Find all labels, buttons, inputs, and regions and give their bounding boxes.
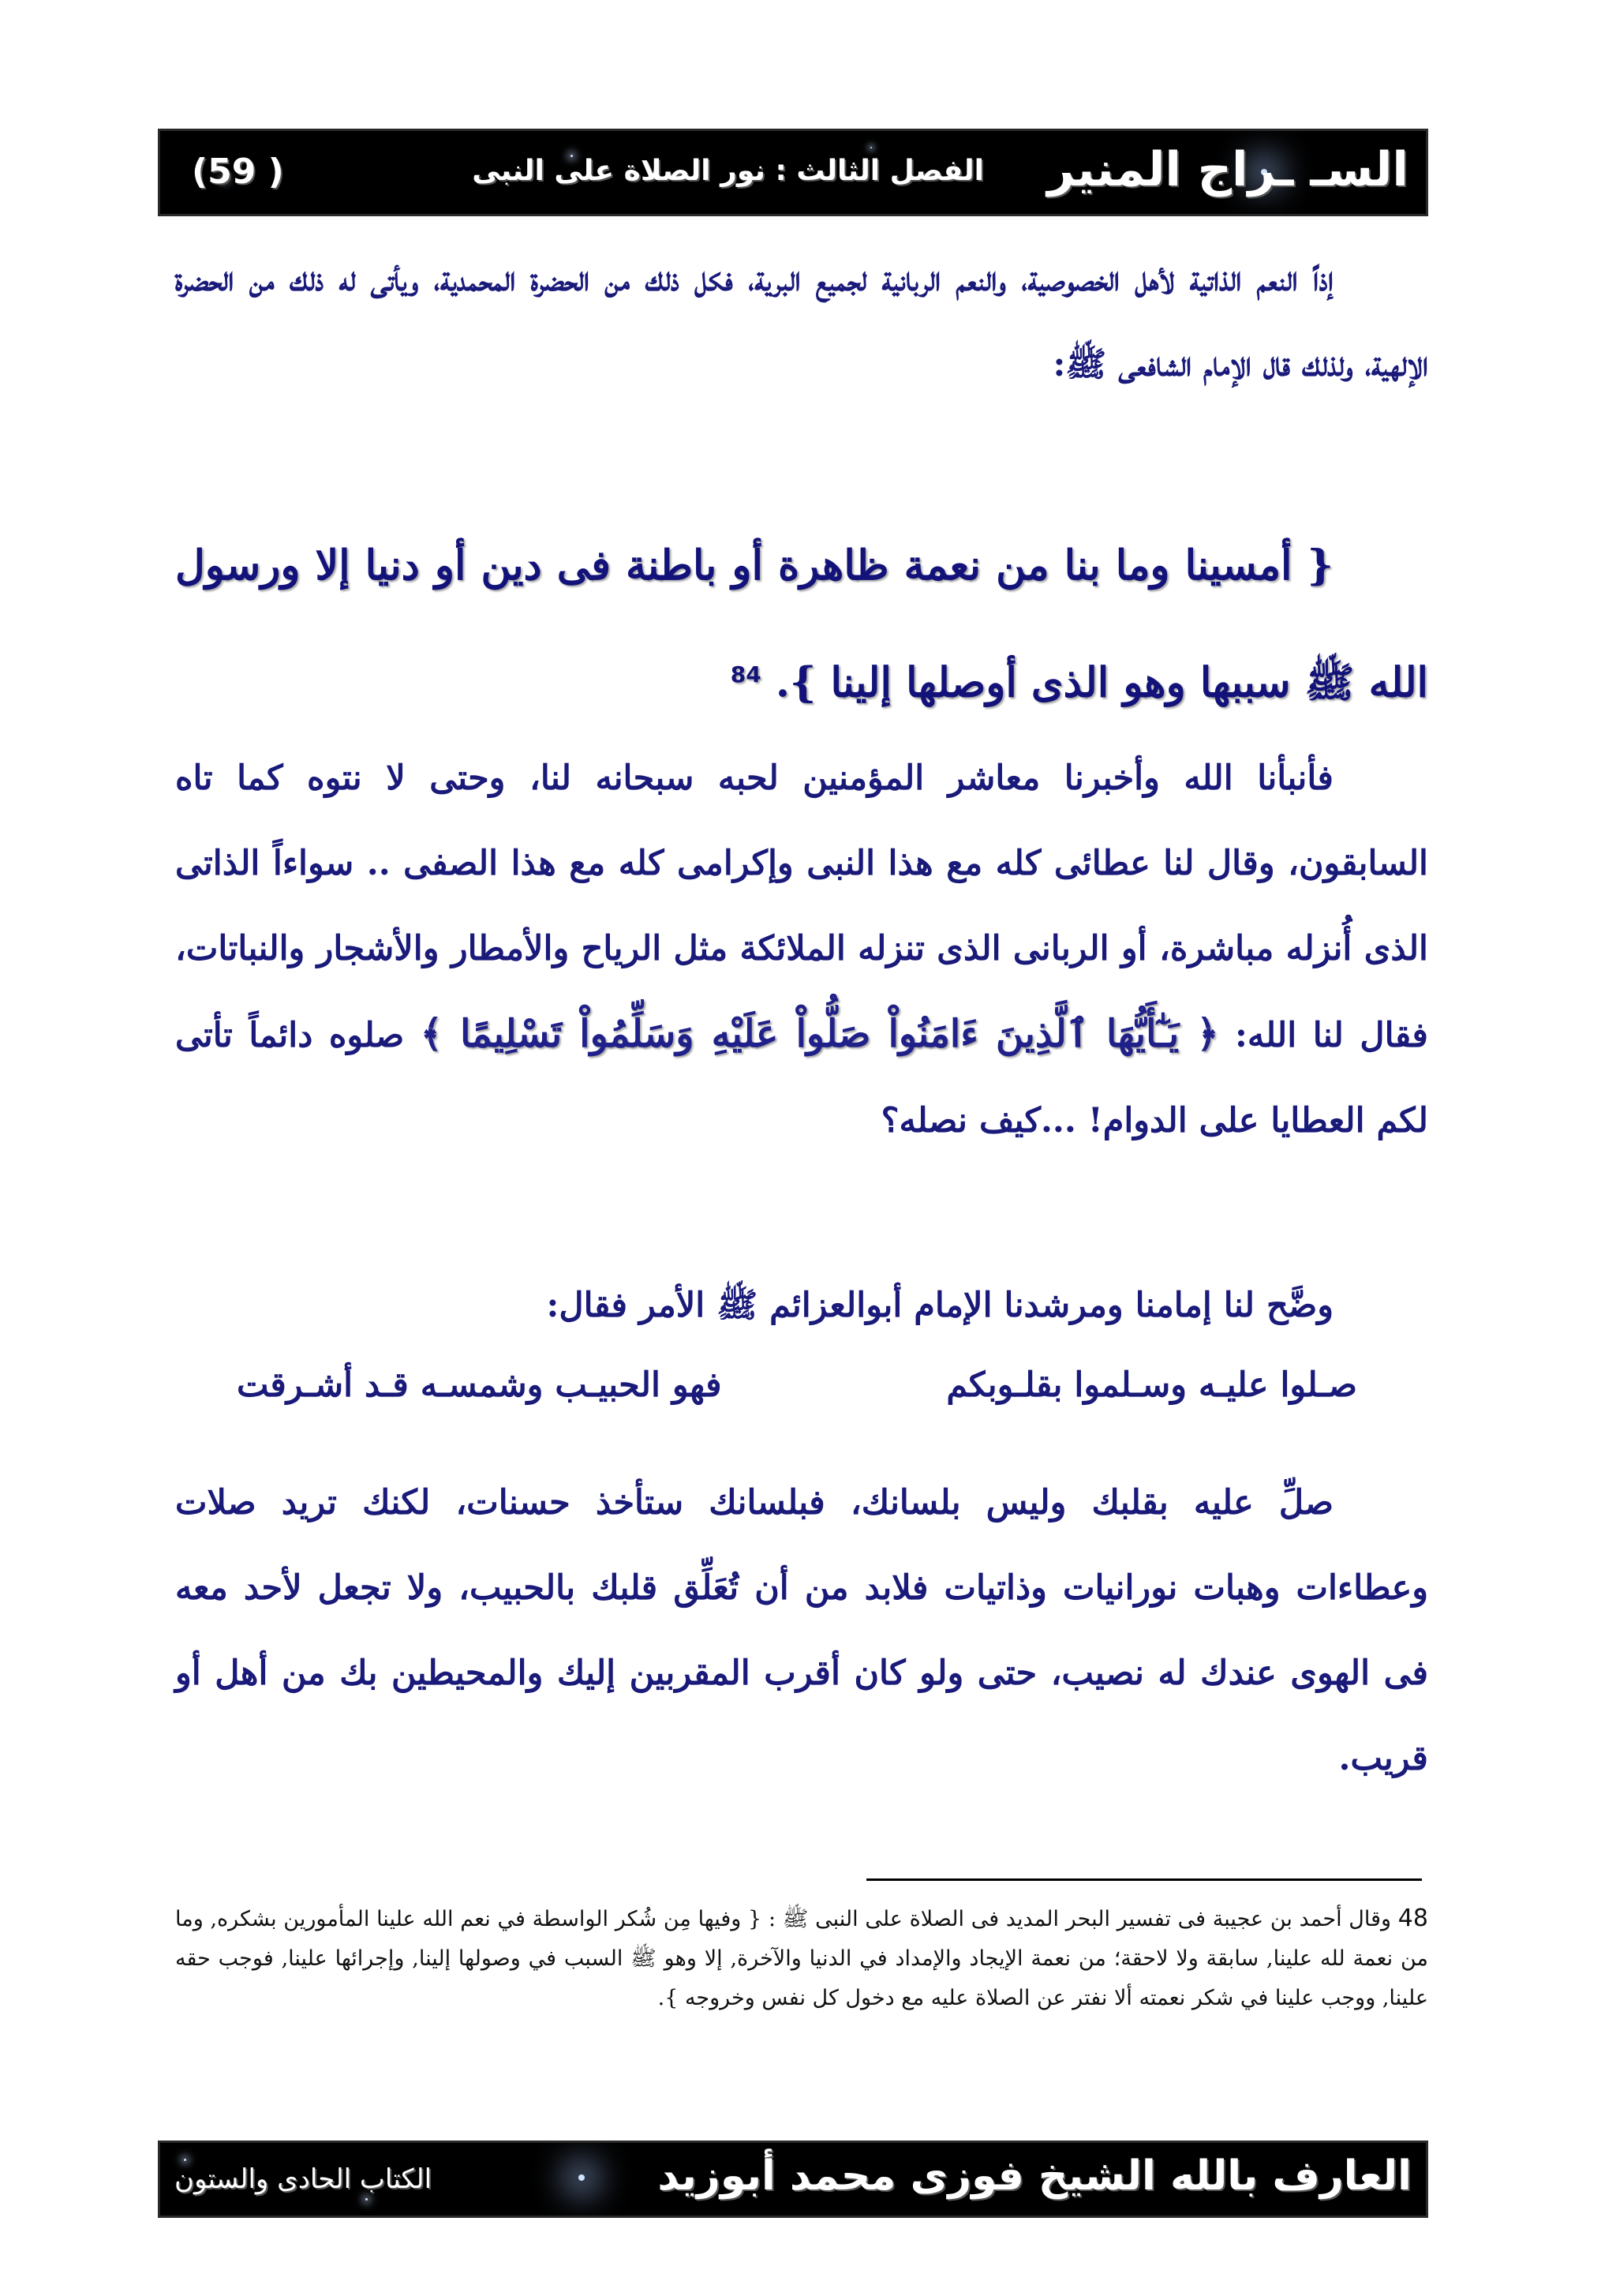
footnote-text: وقال أحمد بن عجيبة فى تفسير البحر المديد فى الصلاة على النبى ﷺ : { وفيها مِن شُكر الواسطة في نعم الله علينا المأمورين بشكره, وما من نعمة لله علينا, سابقة ولا لاحقة؛ من نعمة الإيجاد والإمداد في الدنيا والآخرة, إلا وهو ﷺ السبب في وصولها إلينا, وإجرائها علينا, فوجب حقه علينا, ووجب علينا في شكر نعمته ألا نفتر عن الصلاة عليه مع دخول كل نفس وخروجه }. [175,1907,1428,2010]
page-number: ( 59) [192,152,284,192]
header-band [158,129,1428,216]
footnote [175,1899,1428,2018]
quran-verse: ﴿ يَـٰٓأَيُّهَا ٱلَّذِينَ ءَامَنُواْ صَلُّواْ عَلَيْهِ وَسَلِّمُواْ تَسْلِيمًا ﴾ [420,1012,1219,1056]
poem-hemistich-2: فهو الحبيـب وشمسـه قـد أشـرقت [237,1365,722,1405]
book-title: السـ ـراج المنير [1047,142,1408,197]
quote-text: { أمسينا وما بنا من نعمة ظاهرة أو باطنة فى دين أو دنيا إلا ورسول الله ﷺ سببها وهو الذى أوصلها إلينا }. [175,541,1428,707]
paragraph-3: وضَّح لنا إمامنا ومرشدنا الإمام أبوالعزائم ﷺ الأمر فقال: [546,1286,1334,1325]
chapter-title: الفصل الثالث : نور الصلاة على النبى [472,155,984,187]
book-series: الكتاب الحادى والستون [174,2163,432,2195]
paragraph-2: فأنبأنا الله وأخبرنا معاشر المؤمنين لحبه سبحانه لنا، وحتى لا نتوه كما تاه السابقون، وقال لنا عطائى كله مع هذا النبى وإكرامى كله مع هذا الصفى .. سواءاً الذاتى الذى أُنزله مباشرة، أو الربانى الذى تنزله الملائكة مثل الرياح والأمطار والأشجار والنباتات، فقال لنا الله: ﴿ يَـٰٓأَيُّهَا ٱلَّذِينَ ءَامَنُواْ صَلُّواْ عَلَيْهِ وَسَلِّمُواْ تَسْلِيمًا ﴾ صلوه دائماً تأتى لكم العطايا على الدوام! ...كيف نصله؟ [175,758,1428,1141]
poem-line [237,1365,1357,1405]
footnote-ref: 84 [730,661,761,687]
poem-hemistich-1: صـلوا عليـه وسـلموا بقلـوبكم [946,1365,1357,1405]
shafii-quote [175,511,1428,737]
paragraph-1: إذاً النعم الذاتية لأهل الخصوصية، والنعم الربانية لجميع البرية، فكل ذلك من الحضرة المحمدية، ويأتى له ذلك من الحضرة الإلهية، ولذلك قال الإمام الشافعى ﷺ: [175,260,1428,384]
footnote-divider [866,1878,1422,1881]
footer-band [158,2141,1428,2218]
paragraph-4: صلِّ عليه بقلبك وليس بلسانك، فبلسانك ستأخذ حسنات، لكنك تريد صلات وعطاءات وهبات نورانيات وذاتيات فلابد من أن تُعَلِّق قلبك بالحبيب، ولا تجعل لأحد معه فى الهوى عندك له نصيب، حتى ولو كان أقرب المقربين إليك والمحيطين بك من أهل أو قريب. [175,1483,1428,1778]
footnote-number: 48 [1397,1905,1428,1932]
author-name: العارف بالله الشيخ فوزى محمد أبوزيد [657,2152,1412,2200]
